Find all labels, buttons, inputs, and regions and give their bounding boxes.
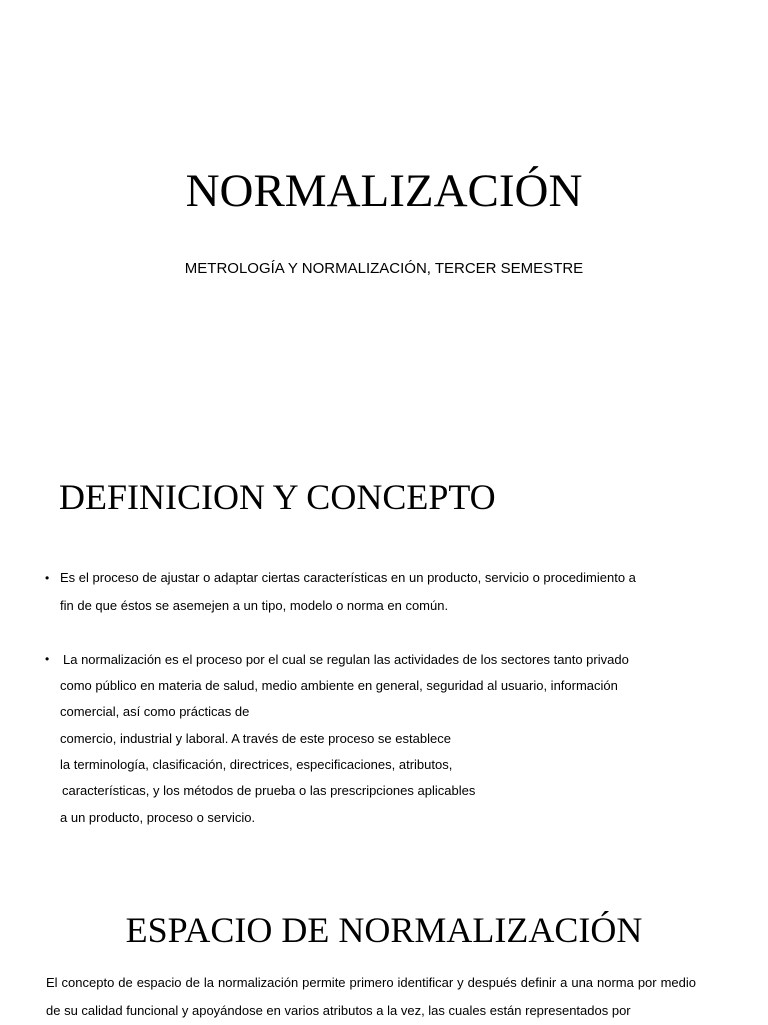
bullet-line: comercial, así como prácticas de — [60, 704, 250, 719]
bullet-marker: • — [45, 571, 50, 585]
bullet-line: fin de que éstos se asemejen a un tipo, modelo o norma en común. — [60, 598, 449, 613]
space-paragraph: El concepto de espacio de la normalización permite primero identificar y después definir a una norma por medio de su calidad funcional y apoyándose en varios atributos a la vez, las cuales están representados por — [46, 975, 696, 1018]
bullet-line: a un producto, proceso o servicio. — [60, 810, 256, 825]
subtitle: METROLOGÍA Y NORMALIZACIÓN, TERCER SEMESTRE — [184, 260, 584, 277]
bullet-line: características, y los métodos de prueba o las prescripciones aplicables — [62, 783, 476, 798]
main-title: NORMALIZACIÓN — [185, 165, 583, 217]
bullet-line: Es el proceso de ajustar o adaptar ciertas características en un producto, servicio o procedimiento a — [60, 570, 636, 585]
bullet-line: comercio, industrial y laboral. A través de este proceso se establece — [60, 731, 451, 746]
bullet-line: como público en materia de salud, medio ambiente en general, seguridad al usuario, información — [60, 678, 618, 693]
bullet-line: la terminología, clasificación, directrices, especificaciones, atributos, — [60, 757, 453, 772]
bullet-marker: • — [45, 652, 50, 666]
space-heading: ESPACIO DE NORMALIZACIÓN — [125, 910, 643, 950]
bullet-line: La normalización es el proceso por el cual se regulan las actividades de los sectores tanto privado — [63, 652, 629, 667]
definition-heading: DEFINICION Y CONCEPTO — [59, 477, 496, 517]
